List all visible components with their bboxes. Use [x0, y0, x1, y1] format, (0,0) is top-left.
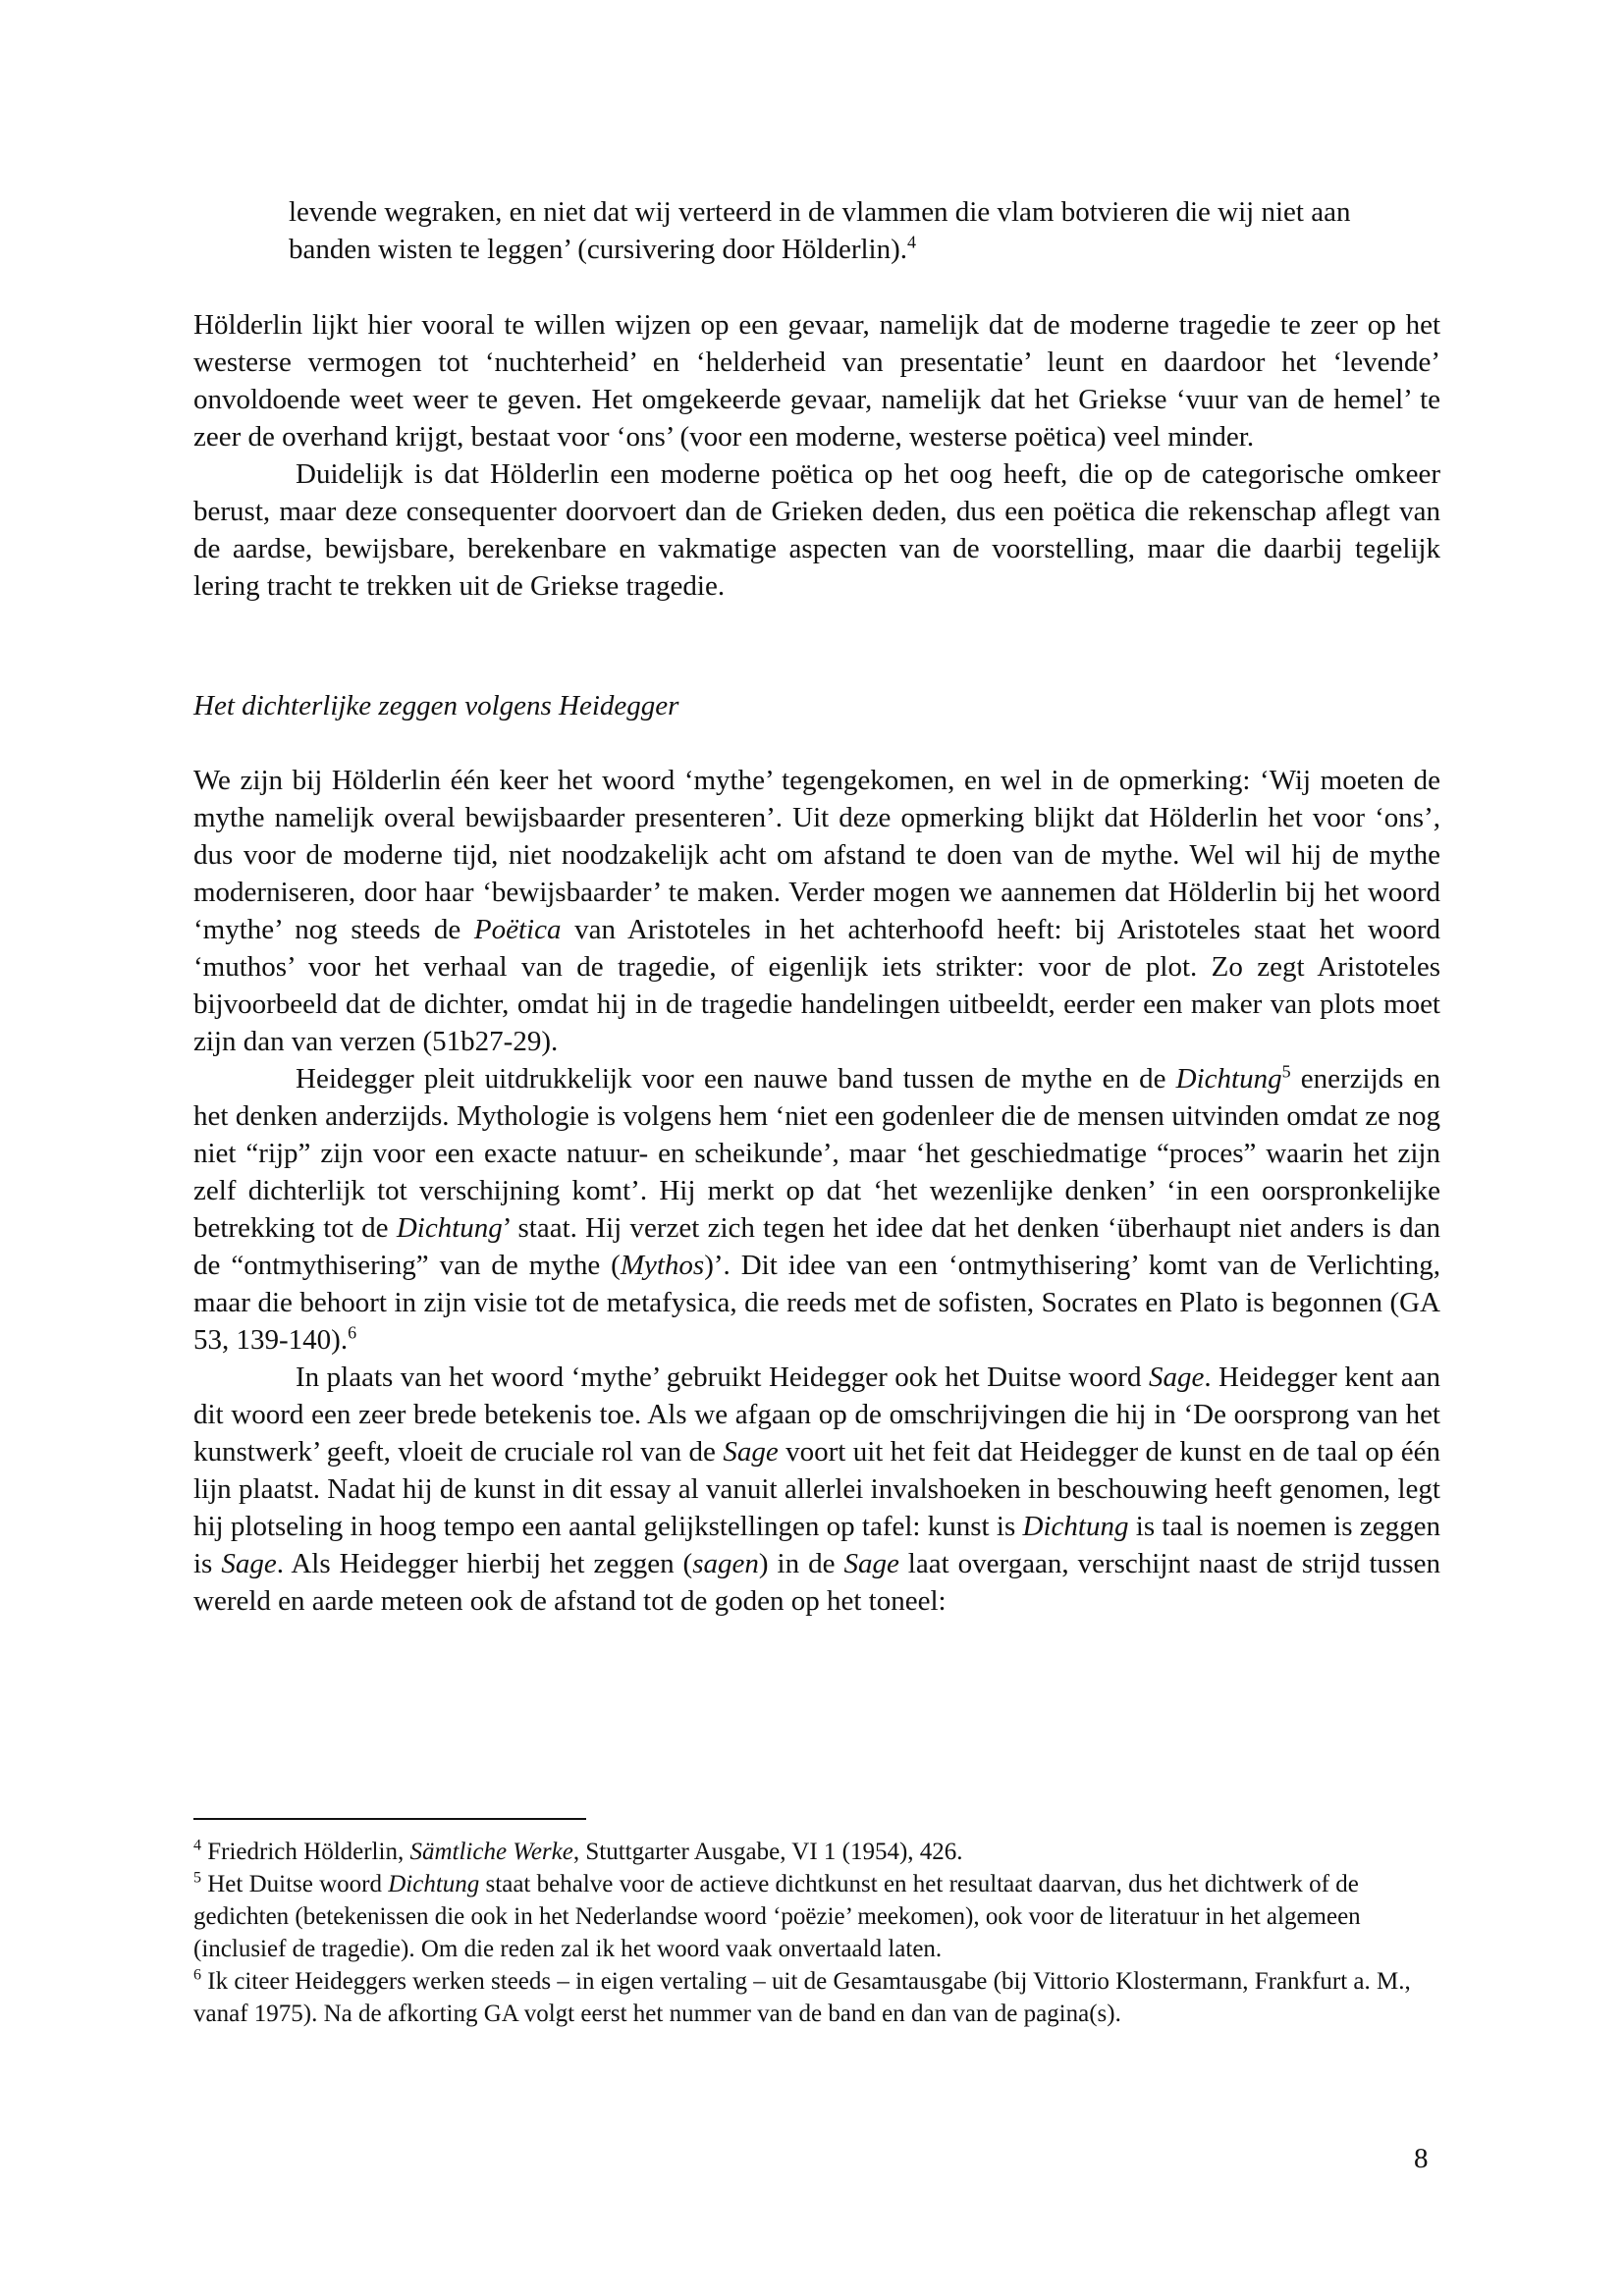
- paragraph-4: Heidegger pleit uitdrukkelijk voor een nauwe band tussen de mythe en de Dichtung$^5$ enerzijds en het denken anderzijds. Mythologie is volgens hem ‘niet een godenleer die de mensen uitvinden omdat ze nog niet “rijp” zijn voor een exacte natuur- en scheikunde’, maar ‘het geschiedmatige “proces” waarin het zijn zelf dichterlijk tot verschijning komt’. Hij merkt op dat ‘het wezenlijke denken’ ‘in een oorspronkelijke betrekking tot de Dichtung’ staat. Hij verzet zich tegen het idee dat het denken ‘überhaupt niet anders is dan de “ontmythisering” van de mythe (Mythos)’. Dit idee van een ‘ontmythisering’ komt van de Verlichting, maar die behoort in zijn visie tot de metafysica, die reeds met de sofisten, Socrates en Plato is begonnen (GA 53, 139-140).$^6$: [193, 1061, 1440, 1356]
- footnote-divider: [193, 1818, 586, 1820]
- block-quote: [289, 193, 1408, 268]
- paragraph-3: We zijn bij Hölderlin één keer het woord ‘mythe’ tegengekomen, en wel in de opmerking: ‘Wij moeten de mythe namelijk overal bewijsbaarder presenteren’. Uit deze opmerking blijkt dat Hölderlin het voor ‘ons’, dus voor de moderne tijd, niet noodzakelijk acht om afstand te doen van de mythe. Wel wil hij de mythe moderniseren, door haar ‘bewijsbaarder’ te maken. Verder mogen we aannemen dat Hölderlin bij het woord ‘mythe’ nog steeds de Poëtica van Aristoteles in het achterhoofd heeft: bij Aristoteles staat het woord ‘muthos’ voor het verhaal van de tragedie, of eigenlijk iets strikter: voor de plot. Zo zegt Aristoteles bijvoorbeeld dat de dichter, omdat hij in de tragedie handelingen uitbeeldt, eerder een maker van plots moet zijn dan van verzen (51b27-29).: [193, 765, 1440, 1057]
- section-heading: Het dichterlijke zeggen volgens Heidegger: [193, 690, 679, 721]
- footnote-ref-6: 6: [348, 1322, 357, 1343]
- footnote-5: $^5$ Het Duitse woord Dichtung staat behalve voor de actieve dichtkunst en het resultaat daarvan, dus het dichtwerk of de gedichten (betekenissen die ook in het Nederlandse woord ‘poëzie’ meekomen), ook voor de literatuur in het algemeen (inclusief de tragedie). Om die reden zal ik het woord vaak onvertaald laten.: [193, 1869, 1361, 1962]
- body-section-1: [193, 306, 1440, 605]
- paragraph-2: Duidelijk is dat Hölderlin een moderne poëtica op het oog heeft, die op de categorische omkeer berust, maar deze consequenter doorvoert dan de Grieken deden, dus een poëtica die rekenschap aflegt van de aardse, bewijsbare, berekenbare en vakmatige aspecten van de voorstelling, maar die daarbij tegelijk lering tracht te trekken uit de Griekse tragedie.: [193, 458, 1440, 602]
- paragraph-1: Hölderlin lijkt hier vooral te willen wijzen op een gevaar, namelijk dat de moderne tragedie te zeer op het westerse vermogen tot ‘nuchterheid’ en ‘helderheid van presentatie’ leunt en daardoor het ‘levende’ onvoldoende weet weer te geven. Het omgekeerde gevaar, namelijk dat het Griekse ‘vuur van de hemel’ te zeer de overhand krijgt, bestaat voor ‘ons’ (voor een moderne, westerse poëtica) veel minder.: [193, 309, 1440, 453]
- footnotes: [193, 1836, 1440, 2030]
- footnote-ref-5: 5: [1281, 1061, 1291, 1082]
- footnote-ref-4: 4: [907, 232, 917, 252]
- footnote-6: $^6$ Ik citeer Heideggers werken steeds – in eigen vertaling – uit de Gesamtausgabe (bij Vittorio Klostermann, Frankfurt a. M., vanaf 1975). Na de afkorting GA volgt eerst het nummer van de band en dan van de pagina(s).: [193, 1966, 1411, 2027]
- paragraph-5: In plaats van het woord ‘mythe’ gebruikt Heidegger ook het Duitse woord Sage. Heidegger kent aan dit woord een zeer brede betekenis toe. Als we afgaan op de omschrijvingen die hij in ‘De oorsprong van het kunstwerk’ geeft, vloeit de cruciale rol van de Sage voort uit het feit dat Heidegger de kunst en de taal op één lijn plaatst. Nadat hij de kunst in dit essay al vanuit allerlei invalshoeken in beschouwing heeft genomen, legt hij plotseling in hoog tempo een aantal gelijkstellingen op tafel: kunst is Dichtung is taal is noemen is zeggen is Sage. Als Heidegger hierbij het zeggen (sagen) in de Sage laat overgaan, verschijnt naast de strijd tussen wereld en aarde meteen ook de afstand tot de goden op het toneel:: [193, 1362, 1440, 1617]
- page-number: 8: [1414, 2143, 1429, 2174]
- body-section-2: [193, 762, 1440, 1620]
- quote-text: levende wegraken, en niet dat wij verteerd in de vlammen die vlam botvieren die wij niet aan banden wisten te leggen’ (cursivering door Hölderlin).: [289, 196, 1351, 265]
- footnote-4: $^4$ Friedrich Hölderlin, Sämtliche Werke, Stuttgarter Ausgabe, VI 1 (1954), 426.: [193, 1837, 963, 1865]
